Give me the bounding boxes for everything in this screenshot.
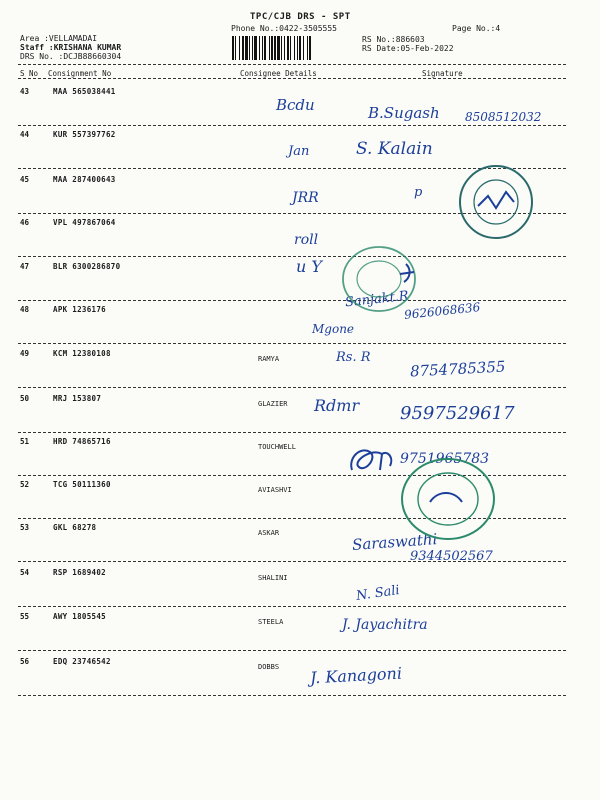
signature-50a: Rdmr	[314, 396, 360, 415]
col-header-consignment: Consignment No	[48, 69, 112, 78]
row-consignment-no: GKL 68278	[53, 523, 97, 532]
row-consignment-no: HRD 74865716	[53, 437, 111, 446]
col-header-signature: Signature	[422, 69, 463, 78]
row-divider	[18, 343, 566, 344]
row-sno: 44	[20, 130, 30, 139]
row-consignment-no: MRJ 153807	[53, 394, 102, 403]
row-consignment-no: MAA 565038441	[53, 87, 116, 96]
row-divider	[18, 256, 566, 257]
row-consignment-no: KUR 557397762	[53, 130, 116, 139]
row-divider	[18, 300, 566, 301]
drs-number: DRS No. :DCJB88660304	[20, 52, 122, 61]
row-consignment-no: EDQ 23746542	[53, 657, 111, 666]
signature-53a: Saraswathi	[351, 530, 438, 554]
signature-48b: Mgone	[312, 322, 355, 336]
row-consignee-name: DOBBS	[258, 663, 280, 671]
row-divider	[18, 606, 566, 607]
signature-45a: JRR	[292, 190, 319, 206]
barcode	[232, 36, 354, 60]
row-sno: 43	[20, 87, 30, 96]
row-consignee-name: TOUCHWELL	[258, 443, 296, 451]
row-sno: 54	[20, 568, 30, 577]
divider	[18, 64, 566, 65]
signature-51-phone: 9751965783	[400, 451, 490, 467]
col-header-sno: S No	[20, 69, 39, 78]
signature-55: J. Jayachitra	[342, 617, 428, 633]
row-sno: 53	[20, 523, 30, 532]
signature-44a: Jan	[288, 144, 310, 159]
signature-47: u Y	[296, 257, 322, 276]
row-consignee-name: ASKAR	[258, 529, 280, 537]
page-number: Page No.:4	[452, 24, 501, 33]
signature-46: roll	[294, 232, 319, 248]
row-consignment-no: KCM 12380108	[53, 349, 111, 358]
sheet-title: TPC/CJB DRS - SPT	[250, 12, 351, 22]
signature-50-phone: 9597529617	[400, 403, 515, 424]
row-consignee-name: STEELA	[258, 618, 284, 626]
row-sno: 45	[20, 175, 30, 184]
row-sno: 50	[20, 394, 30, 403]
row-divider	[18, 387, 566, 388]
row-sno: 47	[20, 262, 30, 271]
row-consignment-no: MAA 287400643	[53, 175, 116, 184]
divider	[18, 78, 566, 79]
signature-53-phone: 9344502567	[410, 549, 493, 564]
row-consignment-no: RSP 1689402	[53, 568, 106, 577]
signature-54: N. Sali	[355, 583, 401, 604]
row-divider	[18, 695, 566, 696]
row-sno: 52	[20, 480, 30, 489]
row-sno: 55	[20, 612, 30, 621]
rs-number: RS No.:886603	[362, 35, 425, 44]
row-sno: 48	[20, 305, 30, 314]
courier-seal-stamp	[340, 244, 418, 314]
row-consignee-name: RAMYA	[258, 355, 280, 363]
signature-49a: Rs. R	[336, 350, 371, 365]
signature-48a: Sanjakt.R	[344, 288, 410, 311]
row-sno: 51	[20, 437, 30, 446]
row-consignee-name: SHALINI	[258, 574, 288, 582]
row-consignment-no: BLR 6300286870	[53, 262, 121, 271]
engineering-seal-stamp	[396, 456, 500, 542]
signature-51-scribble	[344, 440, 404, 480]
staff-label: Staff :KRISHANA KUMAR	[20, 43, 122, 52]
phone-number: Phone No.:0422-3505555	[231, 24, 337, 33]
row-consignee-name: AVIASHVI	[258, 486, 292, 494]
signature-43b: B.Sugash	[368, 104, 440, 122]
signature-56: J. Kanagoni	[309, 663, 403, 688]
rs-date: RS Date:05-Feb-2022	[362, 44, 454, 53]
row-consignment-no: APK 1236176	[53, 305, 106, 314]
signature-45b: p	[414, 185, 423, 200]
col-header-details: Consignee Details	[240, 69, 317, 78]
row-consignment-no: VPL 497867064	[53, 218, 116, 227]
signature-43-phone: 8508512032	[465, 110, 542, 124]
row-sno: 56	[20, 657, 30, 666]
row-sno: 49	[20, 349, 30, 358]
row-divider	[18, 432, 566, 433]
row-divider	[18, 125, 566, 126]
row-consignment-no: TCG 50111360	[53, 480, 111, 489]
row-consignment-no: AWY 1805545	[53, 612, 106, 621]
area-label: Area :VELLAMADAI	[20, 34, 98, 43]
signature-44b: S. Kalain	[356, 139, 433, 159]
row-sno: 46	[20, 218, 30, 227]
signature-48-phone: 9626068636	[403, 300, 481, 322]
row-divider	[18, 650, 566, 651]
company-seal-stamp	[456, 162, 536, 242]
row-consignee-name: GLAZIER	[258, 400, 288, 408]
signature-43a: Bcdu	[276, 96, 315, 114]
signature-49-phone: 8754785355	[409, 357, 506, 381]
